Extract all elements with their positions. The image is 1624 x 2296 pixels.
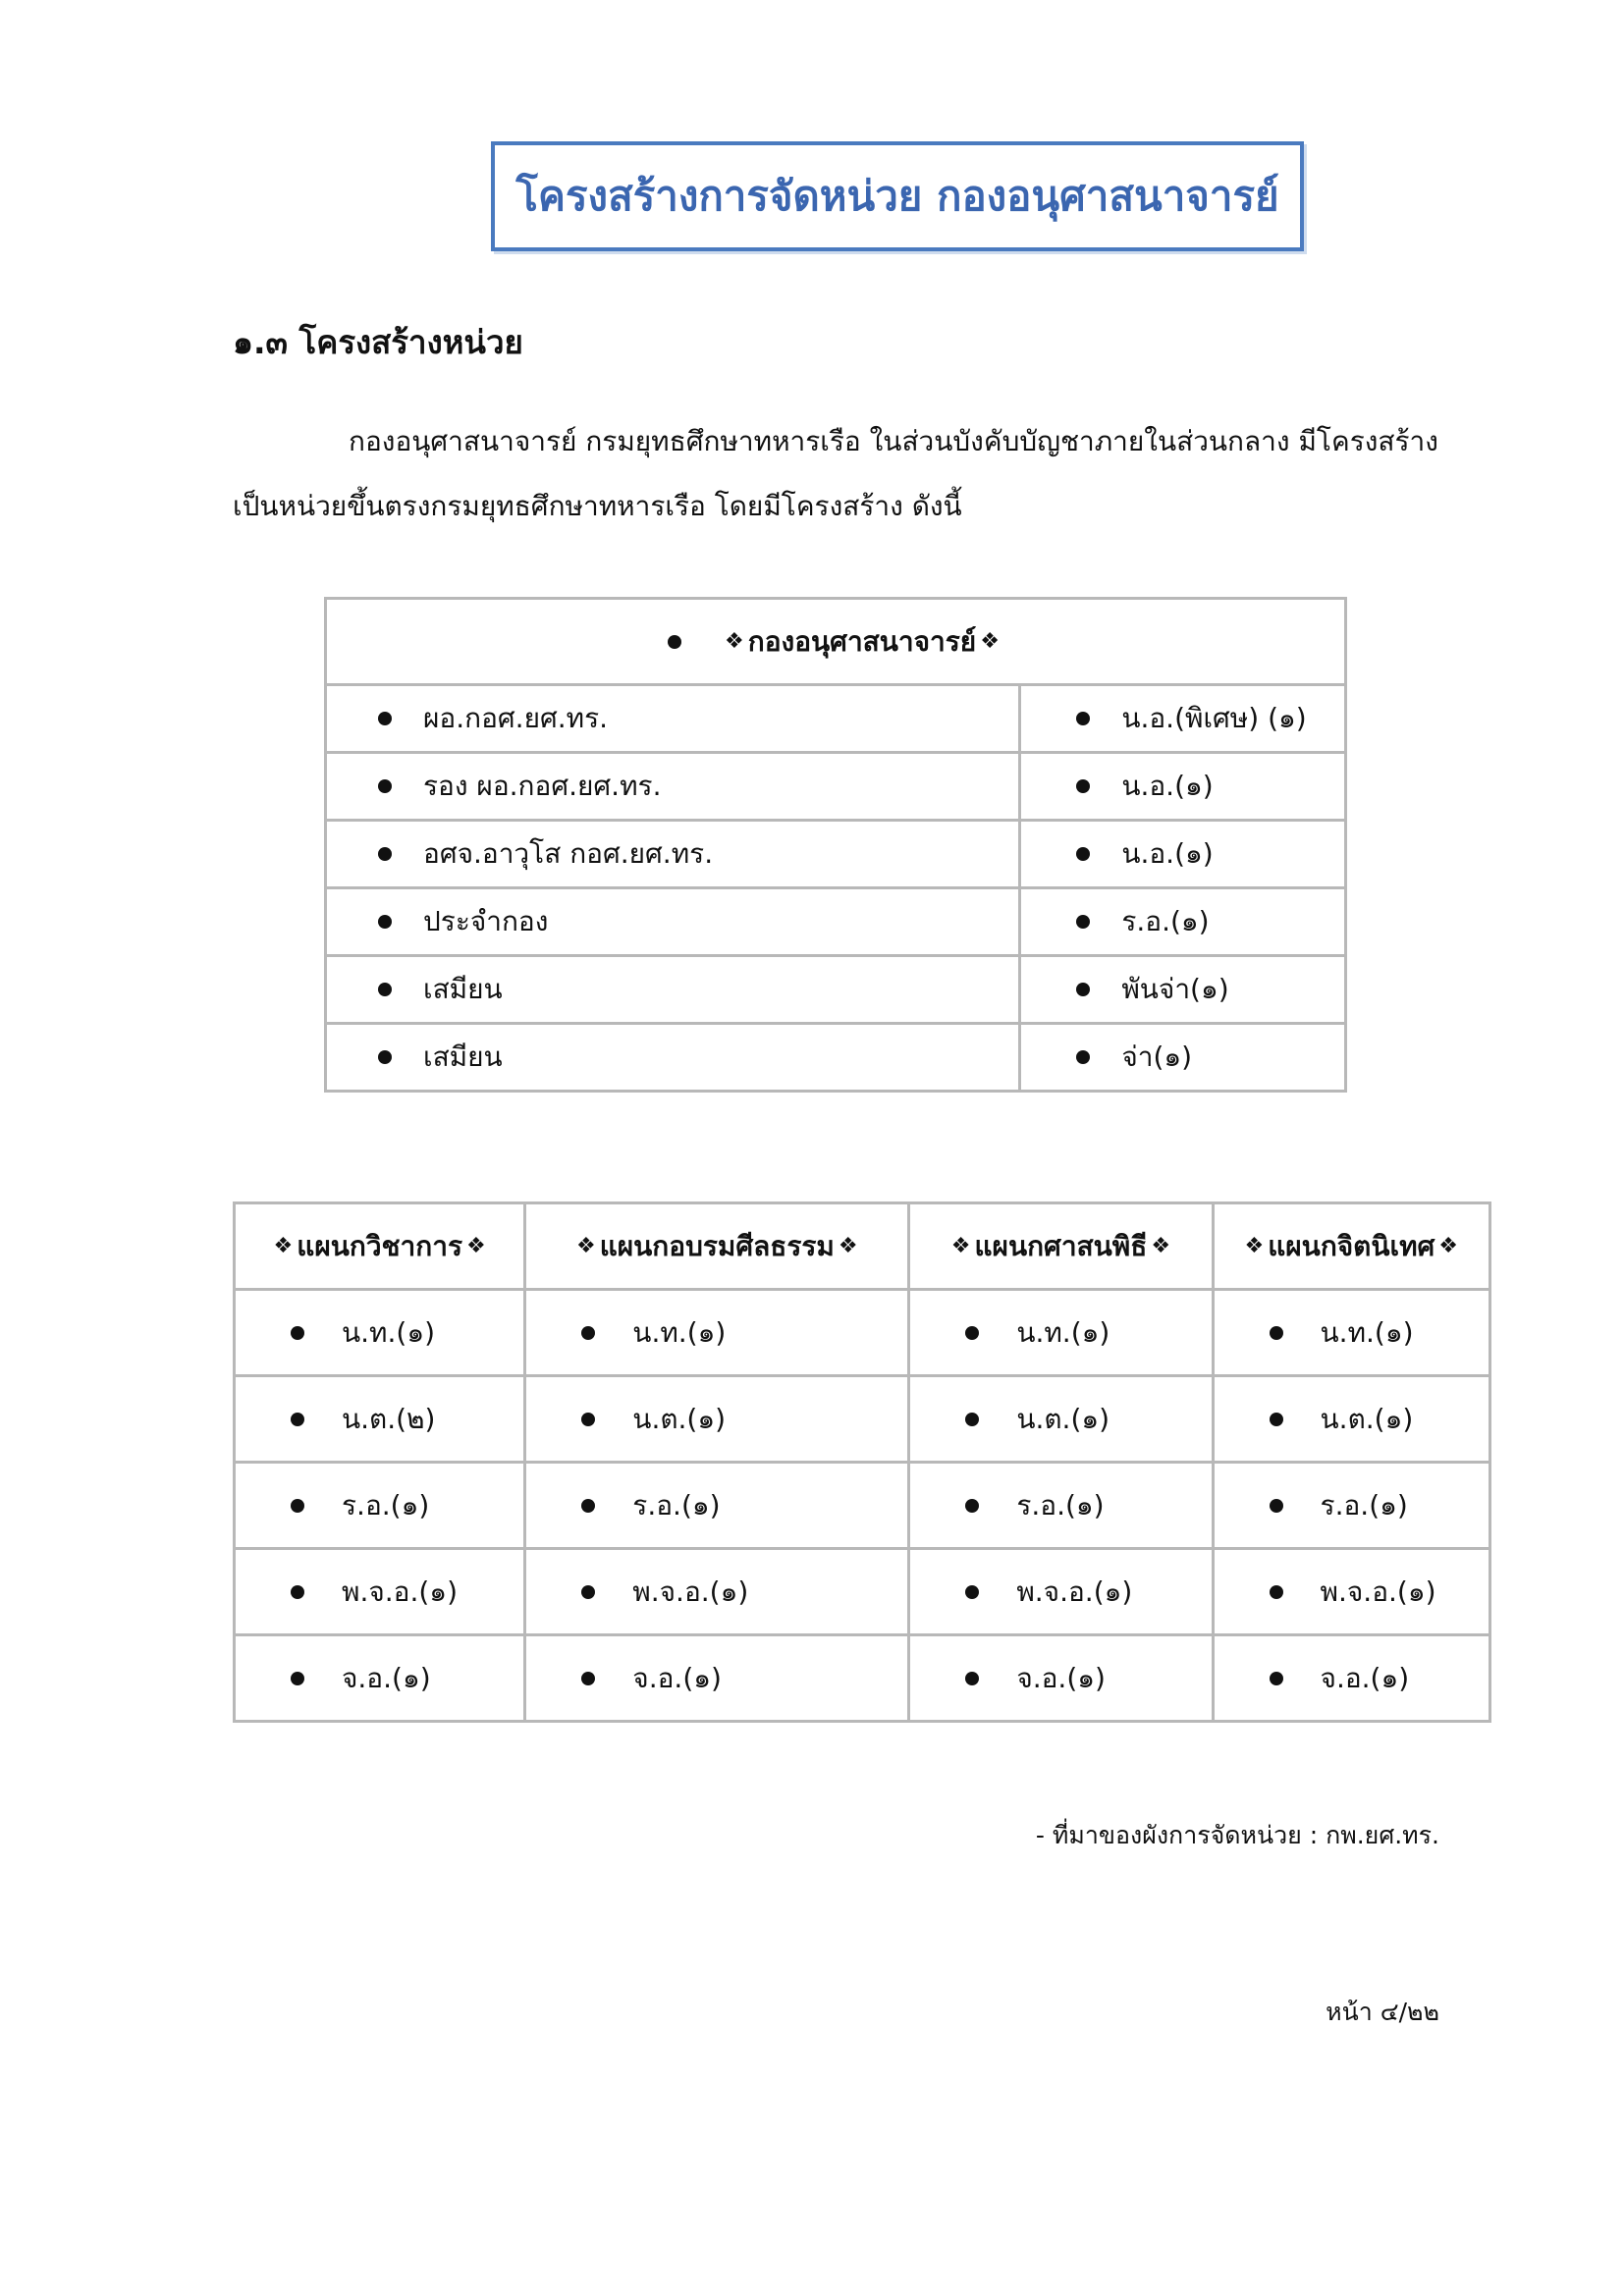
bullet-icon: [965, 1326, 979, 1340]
dept-header-cell: [1213, 1203, 1489, 1290]
bullet-icon: [1076, 712, 1090, 725]
dept-rank-cell: [525, 1376, 909, 1463]
bullet-icon: [581, 1585, 595, 1599]
bullet-icon: [291, 1413, 304, 1426]
bullet-icon: [965, 1413, 979, 1426]
bullet-icon: [1076, 915, 1090, 929]
dept-table-row: [235, 1549, 1490, 1635]
dept-rank-cell-text: น.ท.(๑): [342, 1315, 436, 1349]
dept-header-cell: [525, 1203, 909, 1290]
unit-rank-cell-text: พันจ่า(๑): [1121, 973, 1229, 1005]
unit-rank-cell-text: น.อ.(๑): [1121, 770, 1214, 802]
dept-header-1: แผนกอบรมศีลธรรม: [599, 1229, 835, 1262]
unit-rank-cell: [1020, 956, 1346, 1024]
bullet-icon: [1076, 983, 1090, 996]
dept-rank-cell: [909, 1635, 1213, 1722]
unit-table-row: [326, 1024, 1346, 1092]
diamond-icon: ❖: [1438, 1234, 1459, 1258]
dept-header-2: แผนกศาสนพิธี: [974, 1229, 1148, 1262]
unit-rank-cell: [1020, 888, 1346, 956]
dept-rank-cell-text: น.ต.(๑): [1016, 1402, 1110, 1435]
unit-table-row: [326, 888, 1346, 956]
dept-rank-cell-text: ร.อ.(๑): [1320, 1488, 1408, 1522]
bullet-icon: [1076, 847, 1090, 861]
unit-position-cell-text: ประจำกอง: [423, 905, 549, 937]
bullet-icon: [581, 1326, 595, 1340]
bullet-icon: [965, 1672, 979, 1685]
bullet-icon: [291, 1326, 304, 1340]
bullet-icon: [1270, 1413, 1283, 1426]
paragraph-line-1: กองอนุศาสนาจารย์ กรมยุทธศึกษาทหารเรือ ในส่วนบังคับบัญชาภายในส่วนกลาง มีโครงสร้าง: [349, 425, 1438, 457]
unit-position-cell: [326, 956, 1020, 1024]
bullet-icon: [668, 635, 681, 649]
unit-table-row: [326, 685, 1346, 753]
unit-rank-cell-text: น.อ.(๑): [1121, 837, 1214, 870]
unit-rank-cell-text: ร.อ.(๑): [1121, 905, 1210, 937]
unit-table-header-row: [326, 599, 1346, 685]
dept-table-row: [235, 1376, 1490, 1463]
unit-rank-cell-text: จ่า(๑): [1121, 1041, 1193, 1073]
title-box: [491, 141, 1304, 251]
department-table: [233, 1201, 1491, 1723]
bullet-icon: [378, 1050, 392, 1064]
diamond-icon: ❖: [1244, 1234, 1265, 1258]
dept-rank-cell-text: น.ท.(๑): [632, 1315, 727, 1349]
diamond-icon: ❖: [725, 629, 744, 654]
dept-header-0: แผนกวิชาการ: [297, 1229, 462, 1262]
dept-rank-cell-text: ร.อ.(๑): [342, 1488, 430, 1522]
unit-rank-cell: [1020, 753, 1346, 821]
dept-rank-cell: [909, 1549, 1213, 1635]
dept-rank-cell: [235, 1549, 525, 1635]
dept-rank-cell: [1213, 1549, 1489, 1635]
bullet-icon: [965, 1585, 979, 1599]
bullet-icon: [378, 847, 392, 861]
unit-position-cell-text: เสมียน: [423, 1041, 503, 1073]
unit-position-cell: [326, 753, 1020, 821]
dept-rank-cell: [525, 1290, 909, 1376]
unit-position-cell-text: เสมียน: [423, 973, 503, 1005]
dept-rank-cell: [1213, 1376, 1489, 1463]
paragraph-line-2: เป็นหน่วยขึ้นตรงกรมยุทธศึกษาทหารเรือ โดยมีโครงสร้าง ดังนี้: [233, 490, 962, 522]
dept-rank-cell: [909, 1463, 1213, 1549]
bullet-icon: [378, 779, 392, 793]
unit-position-cell: [326, 685, 1020, 753]
dept-rank-cell-text: จ.อ.(๑): [632, 1661, 722, 1694]
bullet-icon: [965, 1499, 979, 1513]
unit-position-cell-text: ผอ.กอศ.ยศ.ทร.: [423, 702, 609, 734]
bullet-icon: [1270, 1585, 1283, 1599]
dept-rank-cell: [235, 1635, 525, 1722]
unit-table-row: [326, 753, 1346, 821]
bullet-icon: [581, 1672, 595, 1685]
bullet-icon: [291, 1672, 304, 1685]
dept-table-row: [235, 1635, 1490, 1722]
dept-rank-cell: [909, 1376, 1213, 1463]
unit-structure-table: [324, 597, 1347, 1093]
dept-rank-cell: [235, 1290, 525, 1376]
unit-rank-cell-text: น.อ.(พิเศษ) (๑): [1121, 702, 1307, 734]
bullet-icon: [291, 1585, 304, 1599]
unit-position-cell: [326, 821, 1020, 888]
dept-rank-cell: [1213, 1635, 1489, 1722]
dept-rank-cell-text: น.ต.(๑): [1320, 1402, 1414, 1435]
bullet-icon: [581, 1499, 595, 1513]
unit-rank-cell: [1020, 1024, 1346, 1092]
unit-table-row: [326, 956, 1346, 1024]
unit-table-header-cell: [326, 599, 1346, 685]
dept-rank-cell-text: จ.อ.(๑): [342, 1661, 431, 1694]
dept-rank-cell: [909, 1290, 1213, 1376]
dept-header-3: แผนกจิตนิเทศ: [1268, 1229, 1435, 1262]
unit-table-header: กองอนุศาสนาจารย์: [747, 624, 977, 658]
dept-rank-cell-text: จ.อ.(๑): [1016, 1661, 1106, 1694]
section-heading: ๑.๓ โครงสร้างหน่วย: [233, 323, 523, 361]
dept-rank-cell: [1213, 1463, 1489, 1549]
unit-rank-cell: [1020, 685, 1346, 753]
dept-rank-cell-text: พ.จ.อ.(๑): [1320, 1575, 1436, 1608]
bullet-icon: [378, 915, 392, 929]
dept-rank-cell-text: พ.จ.อ.(๑): [1016, 1575, 1133, 1608]
dept-rank-cell: [525, 1635, 909, 1722]
dept-rank-cell-text: น.ท.(๑): [1320, 1315, 1414, 1349]
dept-rank-cell-text: ร.อ.(๑): [632, 1488, 721, 1522]
dept-rank-cell: [525, 1549, 909, 1635]
unit-table-row: [326, 821, 1346, 888]
dept-rank-cell-text: น.ท.(๑): [1016, 1315, 1110, 1349]
bullet-icon: [291, 1499, 304, 1513]
bullet-icon: [1076, 1050, 1090, 1064]
dept-rank-cell: [1213, 1290, 1489, 1376]
bullet-icon: [378, 983, 392, 996]
dept-table-header-row: [235, 1203, 1490, 1290]
unit-rank-cell: [1020, 821, 1346, 888]
source-note: - ที่มาของผังการจัดหน่วย : กพ.ยศ.ทร.: [1035, 1821, 1439, 1849]
dept-rank-cell: [525, 1463, 909, 1549]
dept-rank-cell: [235, 1376, 525, 1463]
unit-position-cell-text: รอง ผอ.กอศ.ยศ.ทร.: [423, 770, 662, 802]
bullet-icon: [1270, 1326, 1283, 1340]
dept-rank-cell-text: น.ต.(๑): [632, 1402, 727, 1435]
diamond-icon: ❖: [273, 1234, 294, 1258]
dept-rank-cell-text: พ.จ.อ.(๑): [632, 1575, 749, 1608]
unit-position-cell: [326, 1024, 1020, 1092]
bullet-icon: [1270, 1499, 1283, 1513]
diamond-icon: ❖: [466, 1234, 486, 1258]
dept-rank-cell-text: น.ต.(๒): [342, 1402, 436, 1435]
unit-position-cell-text: อศจ.อาวุโส กอศ.ยศ.ทร.: [423, 837, 714, 870]
dept-rank-cell-text: ร.อ.(๑): [1016, 1488, 1105, 1522]
dept-table-row: [235, 1290, 1490, 1376]
diamond-icon: ❖: [980, 629, 1000, 654]
page-title: โครงสร้างการจัดหน่วย กองอนุศาสนาจารย์: [515, 172, 1279, 220]
bullet-icon: [378, 712, 392, 725]
bullet-icon: [1076, 779, 1090, 793]
dept-rank-cell: [235, 1463, 525, 1549]
dept-rank-cell-text: จ.อ.(๑): [1320, 1661, 1410, 1694]
diamond-icon: ❖: [838, 1234, 858, 1258]
dept-table-row: [235, 1463, 1490, 1549]
dept-header-cell: [235, 1203, 525, 1290]
dept-rank-cell-text: พ.จ.อ.(๑): [342, 1575, 459, 1608]
diamond-icon: ❖: [1151, 1234, 1171, 1258]
bullet-icon: [581, 1413, 595, 1426]
bullet-icon: [1270, 1672, 1283, 1685]
diamond-icon: ❖: [575, 1234, 596, 1258]
page-number: หน้า ๔/๒๒: [1326, 1998, 1439, 2026]
diamond-icon: ❖: [950, 1234, 971, 1258]
unit-position-cell: [326, 888, 1020, 956]
dept-header-cell: [909, 1203, 1213, 1290]
